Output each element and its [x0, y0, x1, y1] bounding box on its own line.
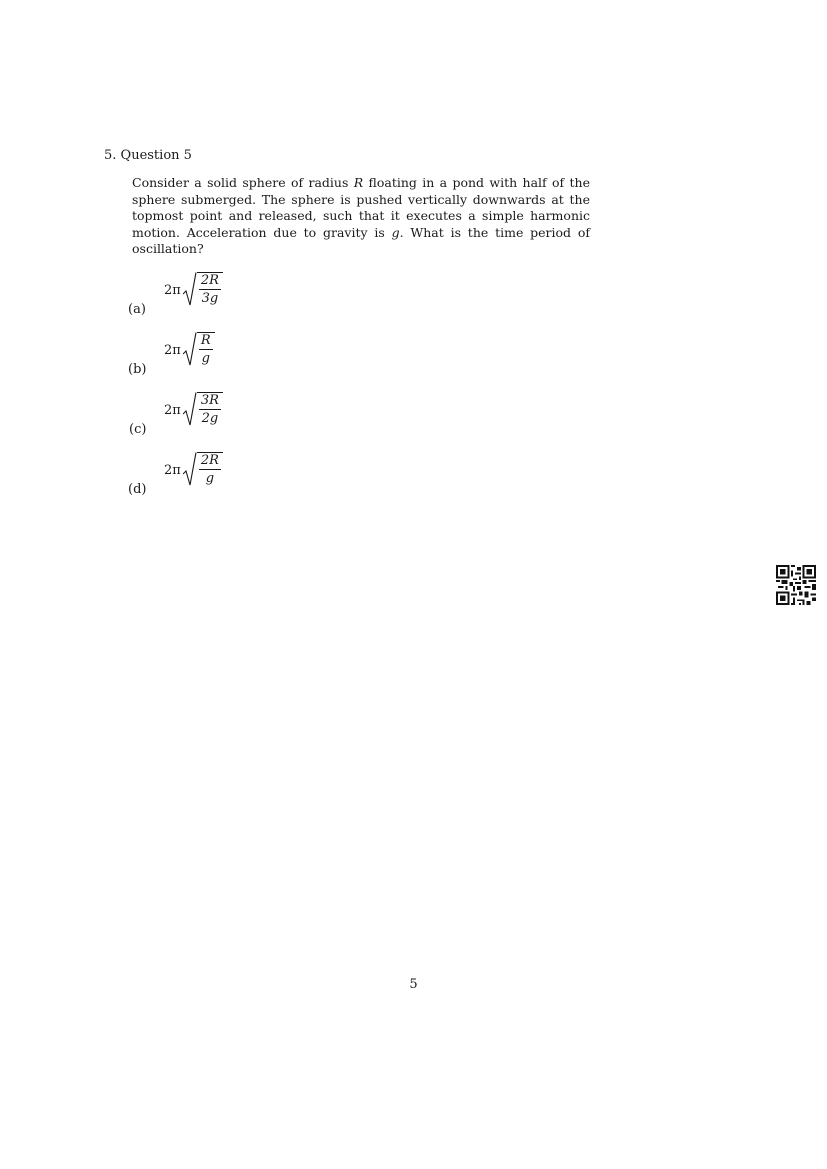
option-d-coef: 2π [164, 462, 181, 478]
option-b-denominator: g [201, 351, 210, 366]
option-a-numerator: 2R [200, 273, 219, 288]
question-text-part: . What is the time period of oscillation? [132, 224, 590, 256]
option-c-formula [164, 392, 223, 428]
option-c-coef: 2π [164, 402, 181, 418]
option-c-label: (c) [129, 422, 147, 437]
question-text-part: floating in a pond with half of the sphere submerged. The sphere is pushed vertically downwards at the topmost point and released, such that it executes a simple harmonic motion. Acceleration due to gravity is [132, 175, 590, 240]
sqrt-symbol [183, 392, 223, 428]
option-b-label: (b) [128, 362, 147, 377]
option-c-denominator: 2g [201, 411, 219, 426]
sqrt-symbol [183, 452, 223, 488]
option-d-formula [164, 452, 223, 488]
option-a-label: (a) [128, 302, 146, 317]
question-text [132, 175, 590, 258]
variable-g: g [391, 224, 400, 240]
option-d-numerator: 2R [200, 453, 219, 468]
option-d-label: (d) [128, 482, 147, 497]
option-b-coef: 2π [164, 342, 181, 358]
variable-r: R [353, 175, 364, 190]
option-a-denominator: 3g [201, 291, 219, 306]
sqrt-symbol [183, 272, 223, 308]
question-heading: 5. Question 5 [104, 148, 192, 163]
option-b-numerator: R [200, 333, 211, 348]
option-c-numerator: 3R [200, 393, 219, 408]
option-a-formula [164, 272, 223, 308]
qr-code-icon [776, 565, 816, 605]
sqrt-symbol [183, 332, 215, 368]
question-text-part: Consider a solid sphere of radius [132, 175, 354, 190]
option-a-coef: 2π [164, 282, 181, 298]
page-number: 5 [409, 977, 418, 992]
option-d-denominator: g [205, 471, 215, 486]
option-b-formula [164, 332, 215, 368]
